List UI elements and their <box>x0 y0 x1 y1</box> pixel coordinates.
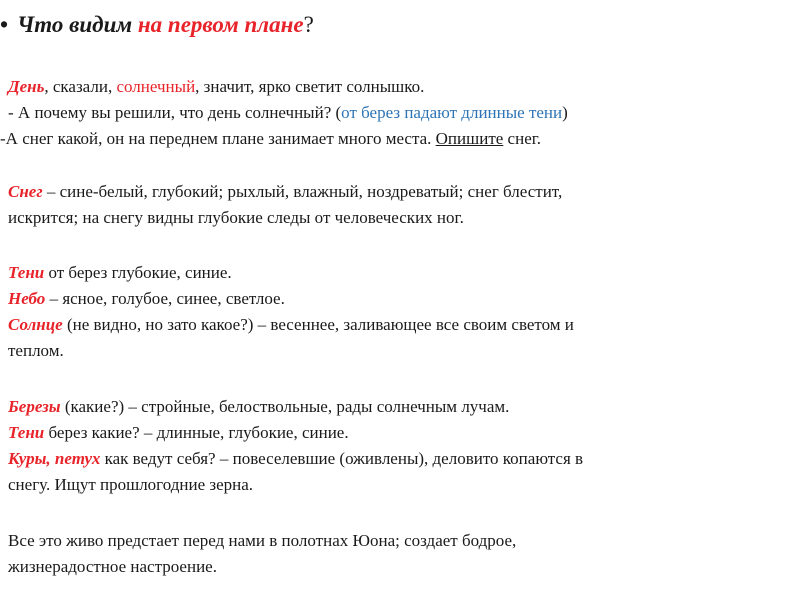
text-line <box>0 128 541 150</box>
text-span: , сказали, <box>44 77 117 96</box>
slide-title <box>0 12 314 44</box>
underlined-text: Опишите <box>435 129 504 148</box>
text-line <box>8 396 509 418</box>
text-line <box>8 181 562 203</box>
text-span: от берез глубокие, синие. <box>44 263 232 282</box>
keyword: Солнце <box>8 315 63 334</box>
text-line <box>8 288 285 310</box>
text-span: (не видно, но зато какое?) – весеннее, заливающее все своим светом и <box>62 315 574 334</box>
text-span: , значит, ярко светит солнышко. <box>195 77 425 96</box>
keyword: День <box>8 77 45 96</box>
keyword: Куры, петух <box>8 449 101 468</box>
text-span: (какие?) – стройные, белоствольные, рады солнечным лучам. <box>60 397 510 416</box>
keyword: Тени <box>8 423 45 442</box>
text-line <box>8 102 568 124</box>
bullet-icon: • <box>0 12 9 37</box>
text-span: снег. <box>503 129 542 148</box>
keyword: Небо <box>8 289 46 308</box>
text-line: теплом. <box>8 341 64 360</box>
text-span: – сине-белый, глубокий; рыхлый, влажный, ноздреватый; снег блестит, <box>42 182 563 201</box>
title-text: Что видим <box>17 12 138 37</box>
text-span: ) <box>562 103 568 122</box>
keyword: Снег <box>8 182 43 201</box>
text-line: Все это живо предстает перед нами в полотнах Юона; создает бодрое, <box>8 531 517 550</box>
text-span: -А снег какой, он на переднем плане занимает много места. <box>0 129 436 148</box>
text-line <box>8 262 232 284</box>
text-span: как ведут себя? – повеселевшие (оживлены), деловито копаются в <box>100 449 584 468</box>
title-highlight: на первом плане <box>137 12 304 37</box>
text-span: - А почему вы решили, что день солнечный? ( <box>8 103 342 122</box>
title-question-mark: ? <box>303 12 314 37</box>
text-line <box>8 314 574 336</box>
text-line: жизнерадостное настроение. <box>8 557 217 576</box>
text-line: искрится; на снегу видны глубокие следы от человеческих ног. <box>8 208 464 227</box>
text-line <box>8 448 583 470</box>
answer-text: от берез падают длинные тени <box>341 103 563 122</box>
text-span: – ясное, голубое, синее, светлое. <box>45 289 285 308</box>
keyword: солнечный <box>116 77 196 96</box>
keyword: Тени <box>8 263 45 282</box>
text-line: снегу. Ищут прошлогодние зерна. <box>8 475 254 494</box>
text-span: берез какие? – длинные, глубокие, синие. <box>44 423 349 442</box>
keyword: Березы <box>8 397 61 416</box>
text-line <box>8 76 424 98</box>
text-line <box>8 422 349 444</box>
